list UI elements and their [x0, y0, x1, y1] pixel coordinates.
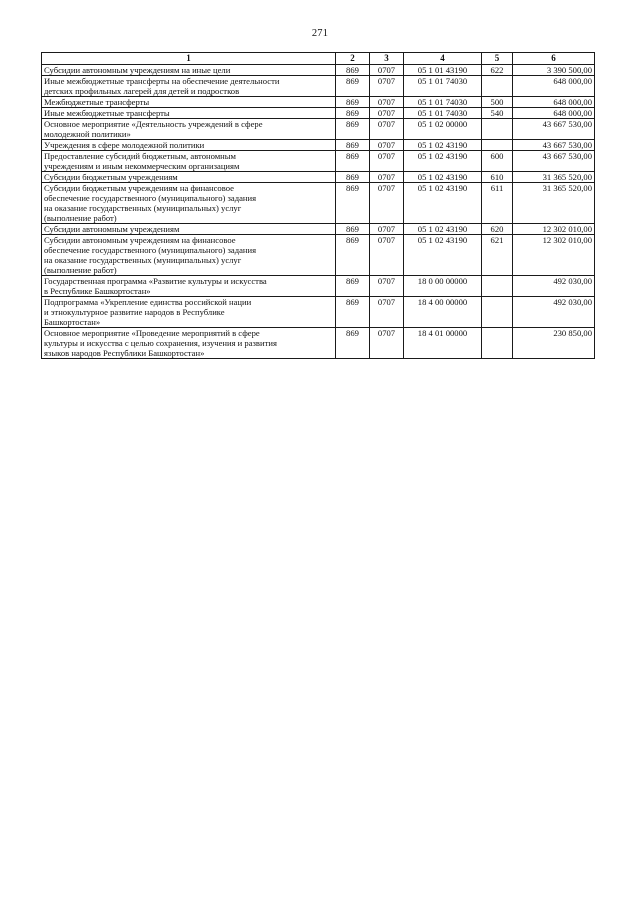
row-name-cell: Межбюджетные трансферты [42, 97, 336, 108]
table-row [42, 76, 595, 97]
row-expense-type-cell [482, 328, 513, 359]
row-gr-code-cell: 869 [336, 297, 370, 328]
table-row [42, 140, 595, 151]
row-gr-code-cell: 869 [336, 235, 370, 276]
row-expense-type-cell [482, 140, 513, 151]
table-row [42, 235, 595, 276]
row-target-code-cell: 05 1 02 00000 [404, 119, 482, 140]
table-row [42, 108, 595, 119]
row-expense-type-cell [482, 276, 513, 297]
row-expense-type-cell [482, 297, 513, 328]
row-gr-code-cell: 869 [336, 140, 370, 151]
row-section-code-cell: 0707 [370, 108, 404, 119]
row-section-code-cell: 0707 [370, 328, 404, 359]
table-row [42, 297, 595, 328]
row-gr-code-cell: 869 [336, 276, 370, 297]
row-expense-type-cell: 620 [482, 224, 513, 235]
row-name-cell: Основное мероприятие «Деятельность учреждений в сфере молодежной политики» [42, 119, 336, 140]
row-section-code-cell: 0707 [370, 183, 404, 224]
row-section-code-cell: 0707 [370, 224, 404, 235]
row-amount-cell: 43 667 530,00 [513, 119, 595, 140]
row-target-code-cell: 05 1 02 43190 [404, 140, 482, 151]
row-expense-type-cell: 621 [482, 235, 513, 276]
row-section-code-cell: 0707 [370, 172, 404, 183]
row-target-code-cell: 05 1 01 43190 [404, 65, 482, 76]
row-gr-code-cell: 869 [336, 119, 370, 140]
table-row [42, 151, 595, 172]
row-expense-type-cell [482, 119, 513, 140]
row-name-cell: Субсидии автономным учреждениям [42, 224, 336, 235]
header-cell: 3 [370, 53, 404, 65]
row-section-code-cell: 0707 [370, 140, 404, 151]
row-amount-cell: 31 365 520,00 [513, 183, 595, 224]
row-target-code-cell: 18 4 00 00000 [404, 297, 482, 328]
row-section-code-cell: 0707 [370, 119, 404, 140]
row-gr-code-cell: 869 [336, 76, 370, 97]
page-number: 271 [311, 28, 329, 39]
row-target-code-cell: 05 1 02 43190 [404, 183, 482, 224]
row-target-code-cell: 05 1 01 74030 [404, 97, 482, 108]
row-name-cell: Предоставление субсидий бюджетным, автономным учреждениям и иным некоммерческим организациям [42, 151, 336, 172]
row-expense-type-cell: 610 [482, 172, 513, 183]
row-amount-cell: 12 302 010,00 [513, 235, 595, 276]
row-name-cell: Субсидии бюджетным учреждениям на финансовое обеспечение государственного (муниципального) задания на оказание государственных (муниципальных) услуг (выполнение работ) [42, 183, 336, 224]
row-gr-code-cell: 869 [336, 172, 370, 183]
table-row [42, 276, 595, 297]
table-row [42, 97, 595, 108]
row-name-cell: Государственная программа «Развитие культуры и искусства в Республике Башкортостан» [42, 276, 336, 297]
row-target-code-cell: 05 1 02 43190 [404, 172, 482, 183]
row-name-cell: Иные межбюджетные трансферты на обеспечение деятельности детских профильных лагерей для детей и подростков [42, 76, 336, 97]
row-gr-code-cell: 869 [336, 224, 370, 235]
header-cell: 6 [513, 53, 595, 65]
row-section-code-cell: 0707 [370, 97, 404, 108]
row-name-cell: Субсидии автономным учреждениям на финансовое обеспечение государственного (муниципального) задания на оказание государственных (муниципальных) услуг (выполнение работ) [42, 235, 336, 276]
header-cell: 1 [42, 53, 336, 65]
table-body [42, 65, 595, 359]
table-row [42, 119, 595, 140]
row-section-code-cell: 0707 [370, 235, 404, 276]
row-gr-code-cell: 869 [336, 108, 370, 119]
table-row [42, 183, 595, 224]
row-section-code-cell: 0707 [370, 151, 404, 172]
row-amount-cell: 492 030,00 [513, 276, 595, 297]
table-row [42, 328, 595, 359]
row-gr-code-cell: 869 [336, 65, 370, 76]
row-gr-code-cell: 869 [336, 97, 370, 108]
row-target-code-cell: 18 0 00 00000 [404, 276, 482, 297]
row-amount-cell: 31 365 520,00 [513, 172, 595, 183]
row-name-cell: Учреждения в сфере молодежной политики [42, 140, 336, 151]
row-target-code-cell: 05 1 02 43190 [404, 151, 482, 172]
table-row [42, 172, 595, 183]
row-amount-cell: 648 000,00 [513, 108, 595, 119]
table-row [42, 224, 595, 235]
row-target-code-cell: 05 1 01 74030 [404, 76, 482, 97]
row-target-code-cell: 05 1 01 74030 [404, 108, 482, 119]
header-cell: 5 [482, 53, 513, 65]
row-amount-cell: 12 302 010,00 [513, 224, 595, 235]
row-expense-type-cell: 611 [482, 183, 513, 224]
row-section-code-cell: 0707 [370, 276, 404, 297]
row-target-code-cell: 18 4 01 00000 [404, 328, 482, 359]
row-gr-code-cell: 869 [336, 151, 370, 172]
row-section-code-cell: 0707 [370, 76, 404, 97]
row-target-code-cell: 05 1 02 43190 [404, 235, 482, 276]
row-amount-cell: 43 667 530,00 [513, 140, 595, 151]
row-name-cell: Основное мероприятие «Проведение мероприятий в сфере культуры и искусства с целью сохранения, изучения и развития языков народов Республики Башкортостан» [42, 328, 336, 359]
row-target-code-cell: 05 1 02 43190 [404, 224, 482, 235]
table-row [42, 65, 595, 76]
row-section-code-cell: 0707 [370, 297, 404, 328]
row-section-code-cell: 0707 [370, 65, 404, 76]
row-amount-cell: 43 667 530,00 [513, 151, 595, 172]
table-header-row [42, 53, 595, 65]
row-expense-type-cell: 500 [482, 97, 513, 108]
row-amount-cell: 3 390 500,00 [513, 65, 595, 76]
row-amount-cell: 492 030,00 [513, 297, 595, 328]
row-expense-type-cell: 622 [482, 65, 513, 76]
row-expense-type-cell: 540 [482, 108, 513, 119]
row-expense-type-cell: 600 [482, 151, 513, 172]
row-amount-cell: 648 000,00 [513, 76, 595, 97]
row-expense-type-cell [482, 76, 513, 97]
header-cell: 4 [404, 53, 482, 65]
row-amount-cell: 648 000,00 [513, 97, 595, 108]
row-name-cell: Субсидии бюджетным учреждениям [42, 172, 336, 183]
row-name-cell: Субсидии автономным учреждениям на иные цели [42, 65, 336, 76]
row-name-cell: Иные межбюджетные трансферты [42, 108, 336, 119]
row-gr-code-cell: 869 [336, 183, 370, 224]
budget-table [41, 52, 595, 359]
row-gr-code-cell: 869 [336, 328, 370, 359]
header-cell: 2 [336, 53, 370, 65]
row-amount-cell: 230 850,00 [513, 328, 595, 359]
row-name-cell: Подпрограмма «Укрепление единства российской нации и этнокультурное развитие народов в Республике Башкортостан» [42, 297, 336, 328]
